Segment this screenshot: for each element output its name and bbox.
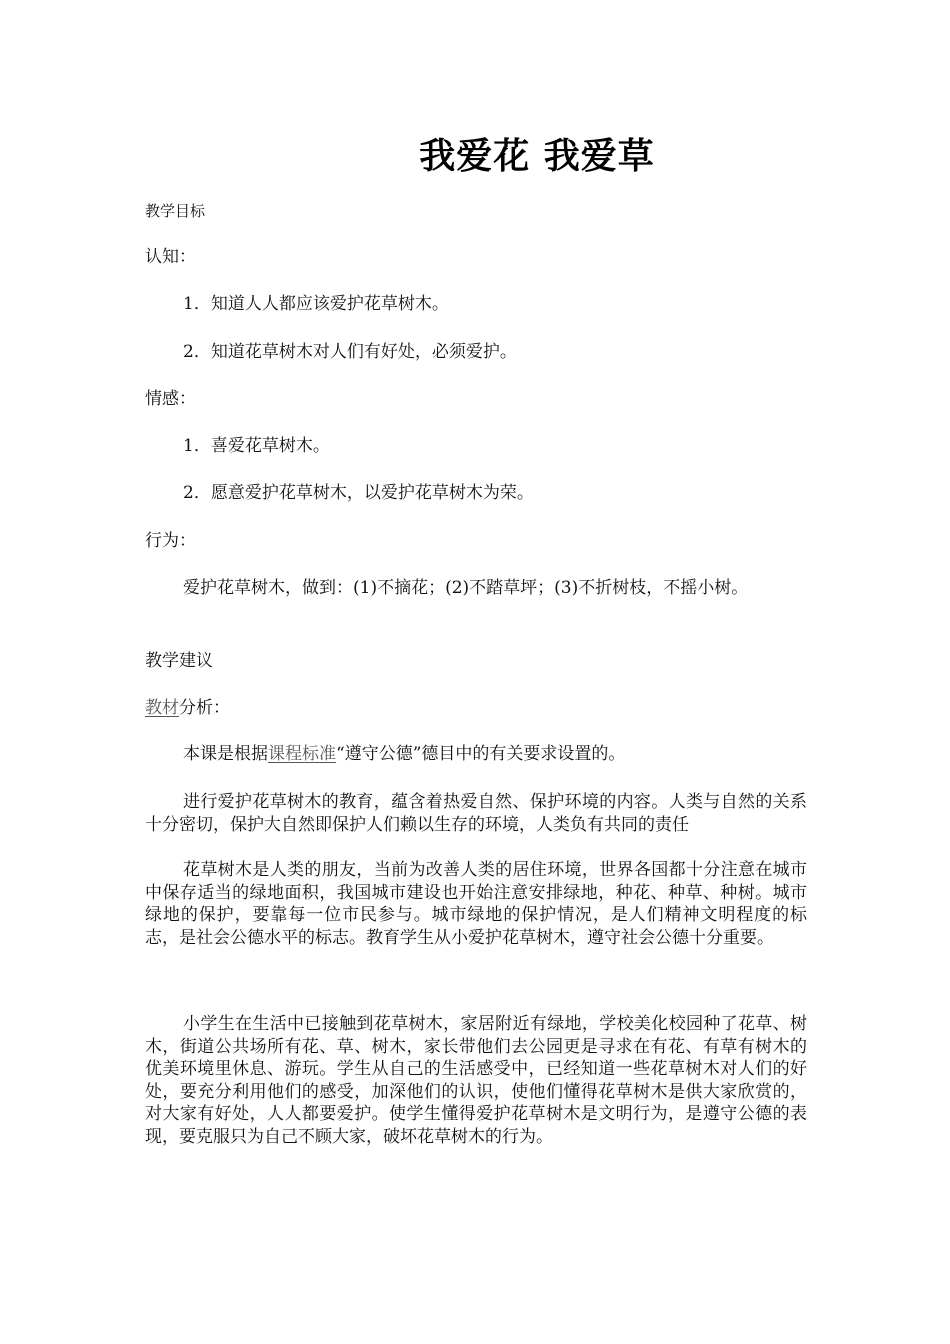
analysis-suffix: 分析： [179, 698, 230, 718]
emotion-item-1: 1．喜爱花草树木。 [183, 436, 330, 456]
emotion-item-2: 2．愿意爱护花草树木，以爱护花草树木为荣。 [183, 483, 534, 503]
suggestion-heading: 教学建议 [145, 651, 213, 671]
textbook-link[interactable]: 教材 [145, 698, 179, 718]
analysis-heading [145, 697, 810, 719]
curriculum-standard-link[interactable]: 课程标准 [268, 744, 336, 764]
cognition-item-1: 1．知道人人都应该爱护花草树木。 [183, 294, 449, 314]
paragraph-1: 进行爱护花草树木的教育，蕴含着热爱自然、保护环境的内容。人类与自然的关系十分密切，保护大自然即保护人们赖以生存的环境，人类负有共同的责任 [145, 792, 807, 835]
cognition-label: 认知： [145, 247, 196, 267]
goals-heading: 教学目标 [145, 202, 206, 220]
basis-prefix: 本课是根据 [183, 744, 268, 764]
cognition-item-2: 2．知道花草树木对人们有好处，必须爱护。 [183, 342, 517, 362]
behavior-text: 爱护花草树木，做到：(1)不摘花；(2)不踏草坪；(3)不折树枝，不摇小树。 [183, 578, 749, 598]
page-title: 我爱花 我爱草 [419, 135, 655, 177]
paragraph-3: 小学生在生活中已接触到花草树木，家居附近有绿地，学校美化校园种了花草、树木，街道公共场所有花、草、树木，家长带他们去公园更是寻求在有花、有草有树木的优美环境里休息、游玩。学生从自己的生活感受中，已经知道一些花草树木对人们的好处，要充分利用他们的感受，加深他们的认识，使他们懂得花草树木是供大家欣赏的，对大家有好处，人人都要爱护。使学生懂得爱护花草树木是文明行为，是遵守公德的表现，要克服只为自己不顾大家，破坏花草树木的行为。 [145, 1014, 807, 1147]
basis-suffix: “遵守公德”德目中的有关要求设置的。 [336, 744, 626, 764]
basis-sentence [183, 743, 810, 765]
behavior-label: 行为： [145, 531, 196, 551]
paragraph-2: 花草树木是人类的朋友，当前为改善人类的居住环境，世界各国都十分注意在城市中保存适当的绿地面积，我国城市建设也开始注意安排绿地，种花、种草、种树。城市绿地的保护，要靠每一位市民参与。城市绿地的保护情况，是人们精神文明程度的标志，是社会公德水平的标志。教育学生从小爱护花草树木，遵守社会公德十分重要。 [145, 860, 807, 948]
emotion-label: 情感： [145, 389, 196, 409]
